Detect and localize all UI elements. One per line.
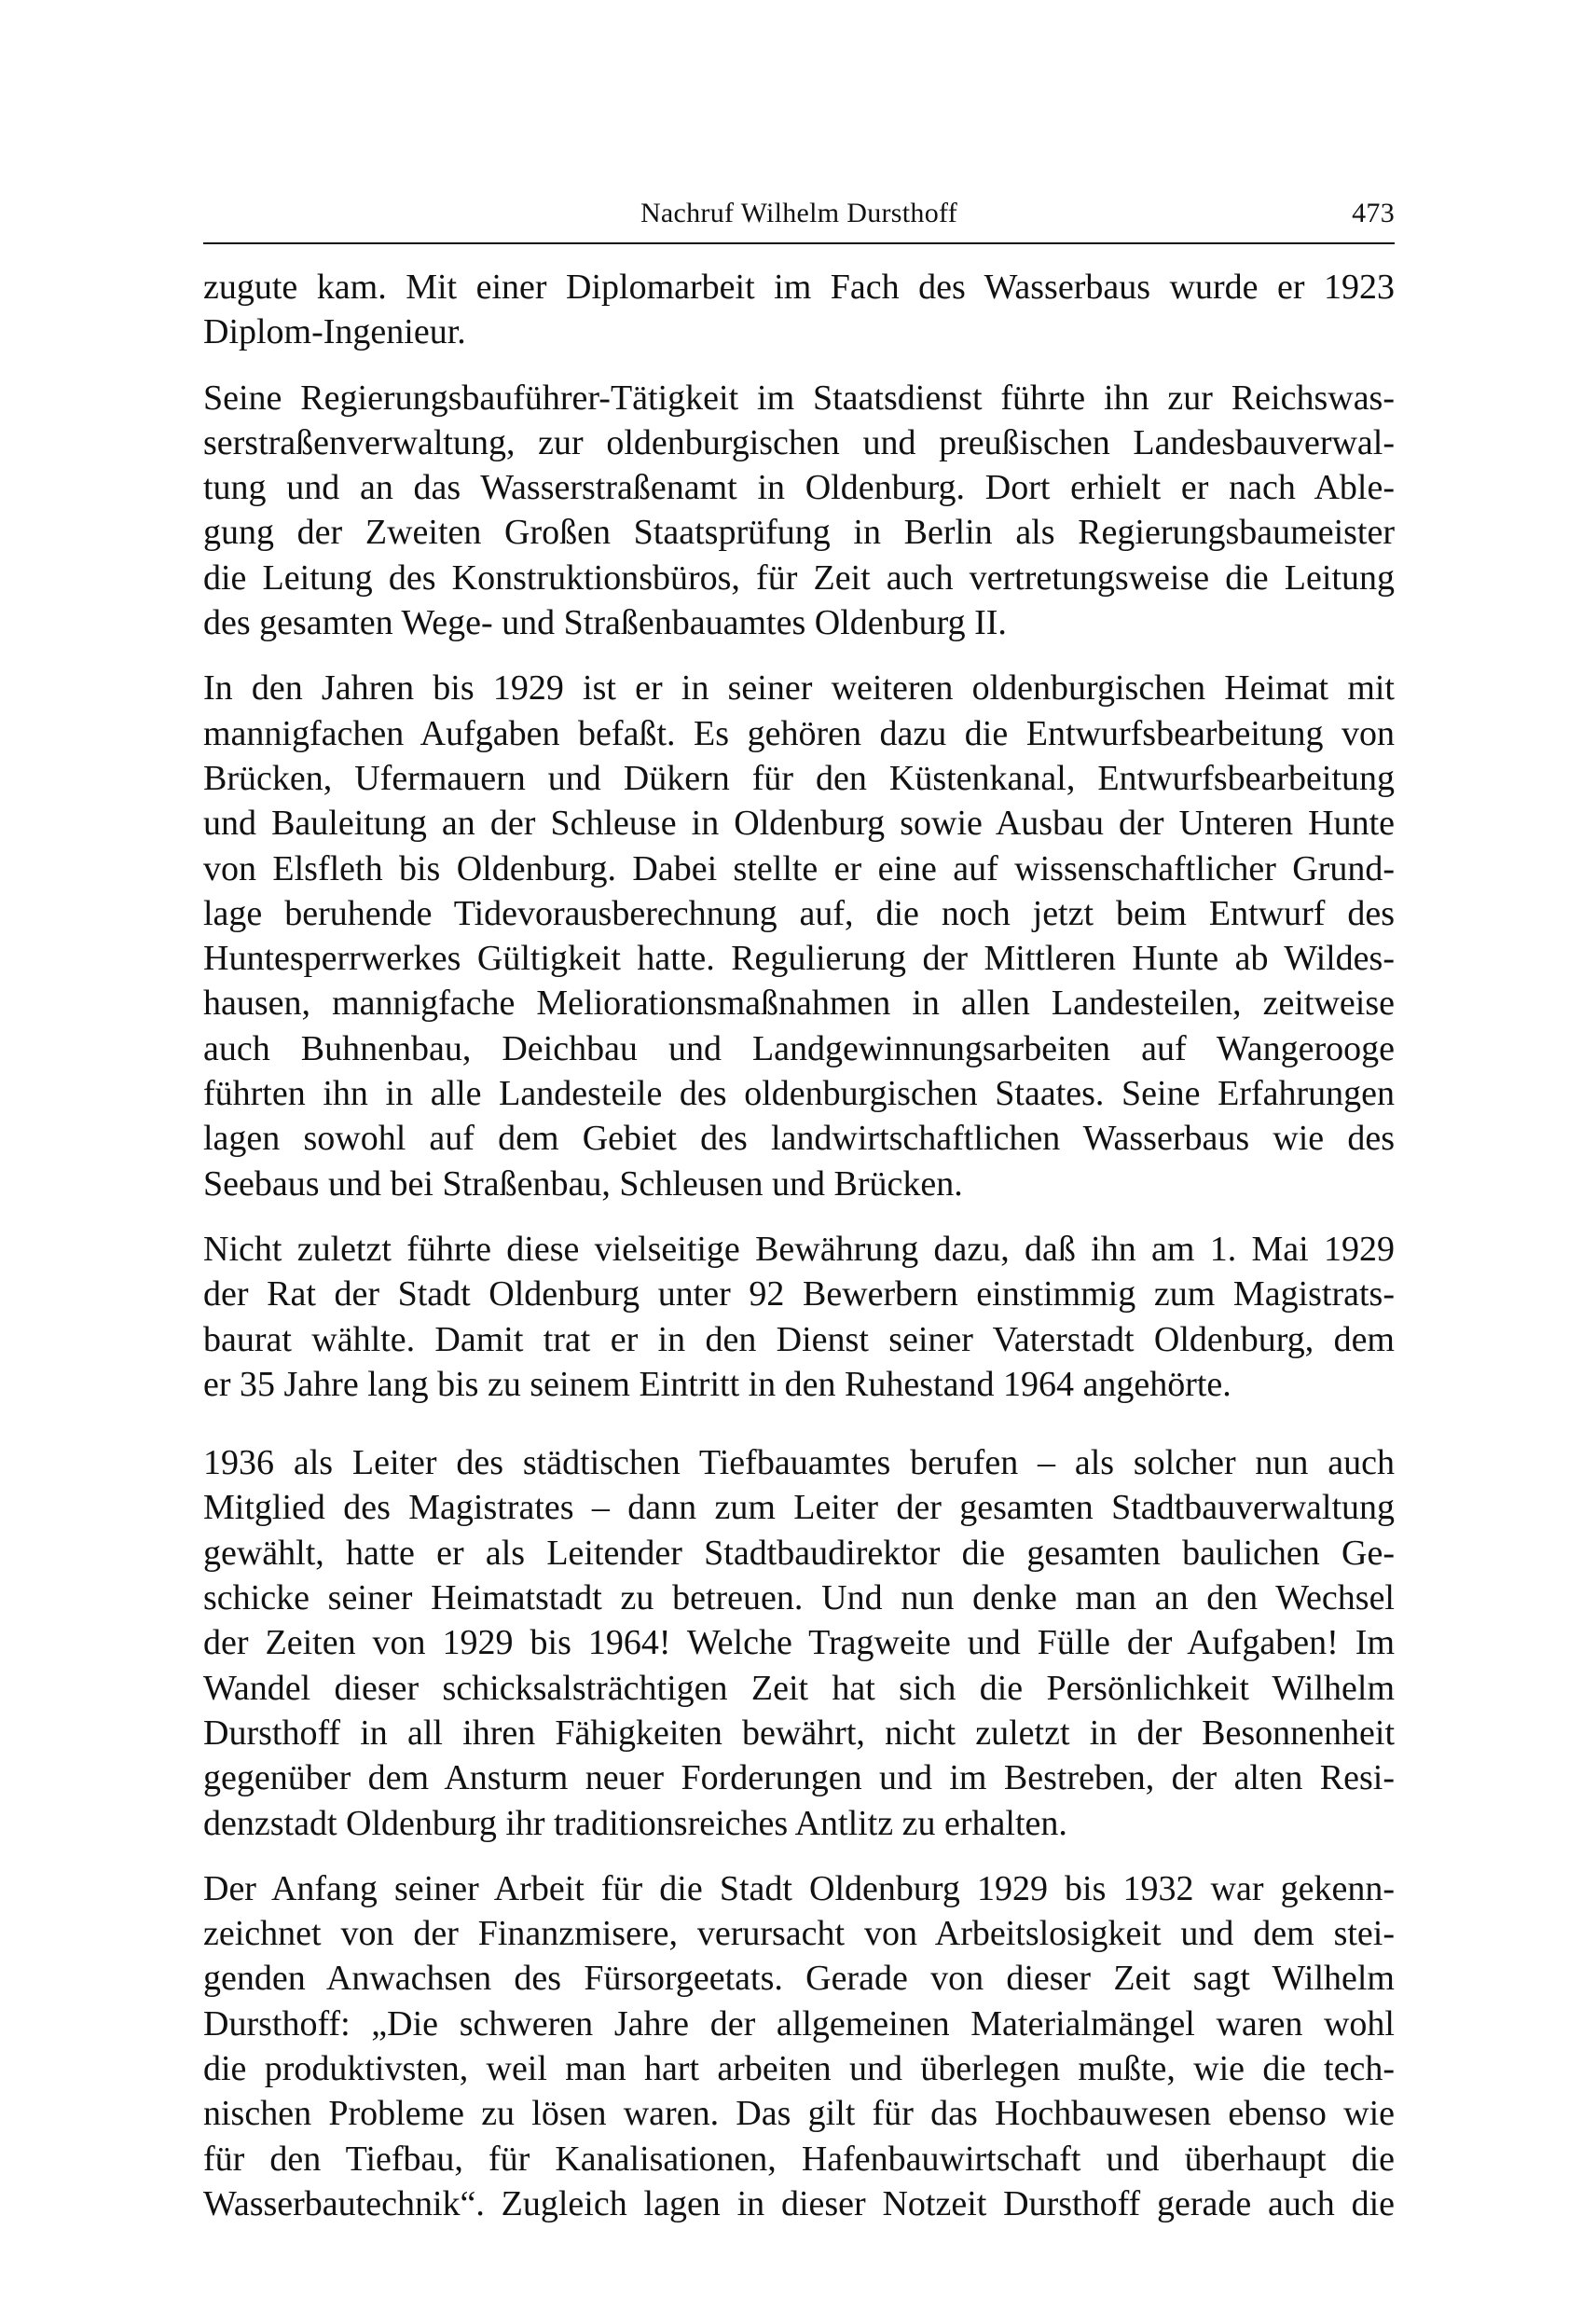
text-line: Huntesperrwerkes Gültigkeit hatte. Regulierung der Mittleren Hunte ab Wildes- <box>203 939 1395 979</box>
text-line: führten ihn in alle Landesteile des oldenburgischen Staates. Seine Erfahrungen <box>203 1074 1395 1114</box>
text-line: zugute kam. Mit einer Diplomarbeit im Fach des Wasserbaus wurde er 1923 <box>203 268 1395 307</box>
paragraph-government-service <box>203 376 1395 646</box>
text-line: Dursthoff in all ihren Fähigkeiten bewährt, nicht zuletzt in der Besonnenheit <box>203 1713 1395 1753</box>
text-line: Wasserbautechnik“. Zugleich lagen in dieser Notzeit Dursthoff gerade auch die <box>203 2183 1395 2223</box>
text-line: Nicht zuletzt führte diese vielseitige Bewährung dazu, daß ihn am 1. Mai 1929 <box>203 1229 1395 1269</box>
text-line: die produktivsten, weil man hart arbeiten und überlegen mußte, wie die tech- <box>203 2048 1395 2088</box>
text-line: Dursthoff: „Die schweren Jahre der allgemeinen Materialmängel waren wohl <box>203 2003 1395 2044</box>
text-line: von Elsfleth bis Oldenburg. Dabei stellte er eine auf wissenschaftlicher Grund- <box>203 848 1395 888</box>
text-line: und Bauleitung an der Schleuse in Oldenburg sowie Ausbau der Unteren Hunte <box>203 804 1395 844</box>
text-line: für den Tiefbau, für Kanalisationen, Hafenbauwirtschaft und überhaupt die <box>203 2139 1395 2179</box>
paragraph-1936 <box>203 1440 1395 1846</box>
text-line: Seebaus und bei Straßenbau, Schleusen und Brücken. <box>203 1163 963 1204</box>
text-line: schicke seiner Heimatstadt zu betreuen. Und nun denke man an den Wechsel <box>203 1578 1395 1618</box>
running-head <box>203 190 1395 237</box>
text-line: genden Anwachsen des Fürsorgeetats. Gerade von dieser Zeit sagt Wilhelm <box>203 1959 1395 1999</box>
running-title: Nachruf Wilhelm Dursthoff <box>640 198 958 228</box>
page-number: 473 <box>1352 198 1395 228</box>
text-line: der Rat der Stadt Oldenburg unter 92 Bewerbern einstimmig zum Magistrats- <box>203 1274 1395 1314</box>
text-line: serstraßenverwaltung, zur oldenburgischen und preußischen Landesbauverwal- <box>203 422 1395 462</box>
text-line: gung der Zweiten Großen Staatsprüfung in Berlin als Regierungsbaumeister <box>203 513 1395 553</box>
text-line: auch Buhnenbau, Deichbau und Landgewinnungsarbeiten auf Wangerooge <box>203 1028 1395 1068</box>
text-line: Diplom-Ingenieur. <box>203 312 466 352</box>
text-line: baurat wählte. Damit trat er in den Dienst seiner Vaterstadt Oldenburg, dem <box>203 1319 1395 1359</box>
text-line: gegenüber dem Ansturm neuer Forderungen und im Bestreben, der alten Resi- <box>203 1758 1395 1798</box>
paragraph-finanzmisere <box>203 1866 1395 2226</box>
text-line: er 35 Jahre lang bis zu seinem Eintritt in den Ruhestand 1964 angehörte. <box>203 1364 1231 1404</box>
text-line: Mitglied des Magistrates – dann zum Leiter der gesamten Stadtbauverwaltung <box>203 1488 1395 1528</box>
text-line: 1936 als Leiter des städtischen Tiefbauamtes berufen – als solcher nun auch <box>203 1443 1395 1483</box>
text-line: nischen Probleme zu lösen waren. Das gilt für das Hochbauwesen ebenso wie <box>203 2094 1395 2134</box>
text-line: Brücken, Ufermauern und Dükern für den Küstenkanal, Entwurfsbearbeitung <box>203 758 1395 798</box>
text-line: Der Anfang seiner Arbeit für die Stadt Oldenburg 1929 bis 1932 war gekenn- <box>203 1868 1395 1908</box>
text-line: Seine Regierungsbauführer-Tätigkeit im Staatsdienst führte ihn zur Reichswas- <box>203 378 1395 418</box>
text-line: gewählt, hatte er als Leitender Stadtbaudirektor die gesamten baulichen Ge- <box>203 1533 1395 1573</box>
text-line: Wandel dieser schicksalsträchtigen Zeit hat sich die Persönlichkeit Wilhelm <box>203 1668 1395 1708</box>
text-line: In den Jahren bis 1929 ist er in seiner weiteren oldenburgischen Heimat mit <box>203 668 1395 709</box>
text-line: des gesamten Wege- und Straßenbauamtes Oldenburg II. <box>203 603 1007 643</box>
header-rule <box>203 242 1395 244</box>
paragraph-magistratsbaurat <box>203 1227 1395 1407</box>
text-line: lagen sowohl auf dem Gebiet des landwirtschaftlichen Wasserbaus wie des <box>203 1119 1395 1159</box>
text-line: der Zeiten von 1929 bis 1964! Welche Tragweite und Fülle der Aufgaben! Im <box>203 1623 1395 1663</box>
text-line: zeichnet von der Finanzmisere, verursacht von Arbeitslosigkeit und dem stei- <box>203 1914 1395 1954</box>
text-line: lage beruhende Tidevorausberechnung auf, die noch jetzt beim Entwurf des <box>203 893 1395 933</box>
text-line: mannigfachen Aufgaben befaßt. Es gehören dazu die Entwurfsbearbeitung von <box>203 713 1395 753</box>
text-line: denzstadt Oldenburg ihr traditionsreiches Antlitz zu erhalten. <box>203 1803 1067 1843</box>
paragraph-years-to-1929 <box>203 666 1395 1206</box>
text-line: tung und an das Wasserstraßenamt in Oldenburg. Dort erhielt er nach Able- <box>203 468 1395 508</box>
paragraph-diploma <box>203 265 1395 355</box>
body-text <box>203 265 1395 2226</box>
text-line: die Leitung des Konstruktionsbüros, für Zeit auch vertretungsweise die Leitung <box>203 557 1395 598</box>
text-line: hausen, mannigfache Meliorationsmaßnahmen in allen Landesteilen, zeitweise <box>203 984 1395 1024</box>
